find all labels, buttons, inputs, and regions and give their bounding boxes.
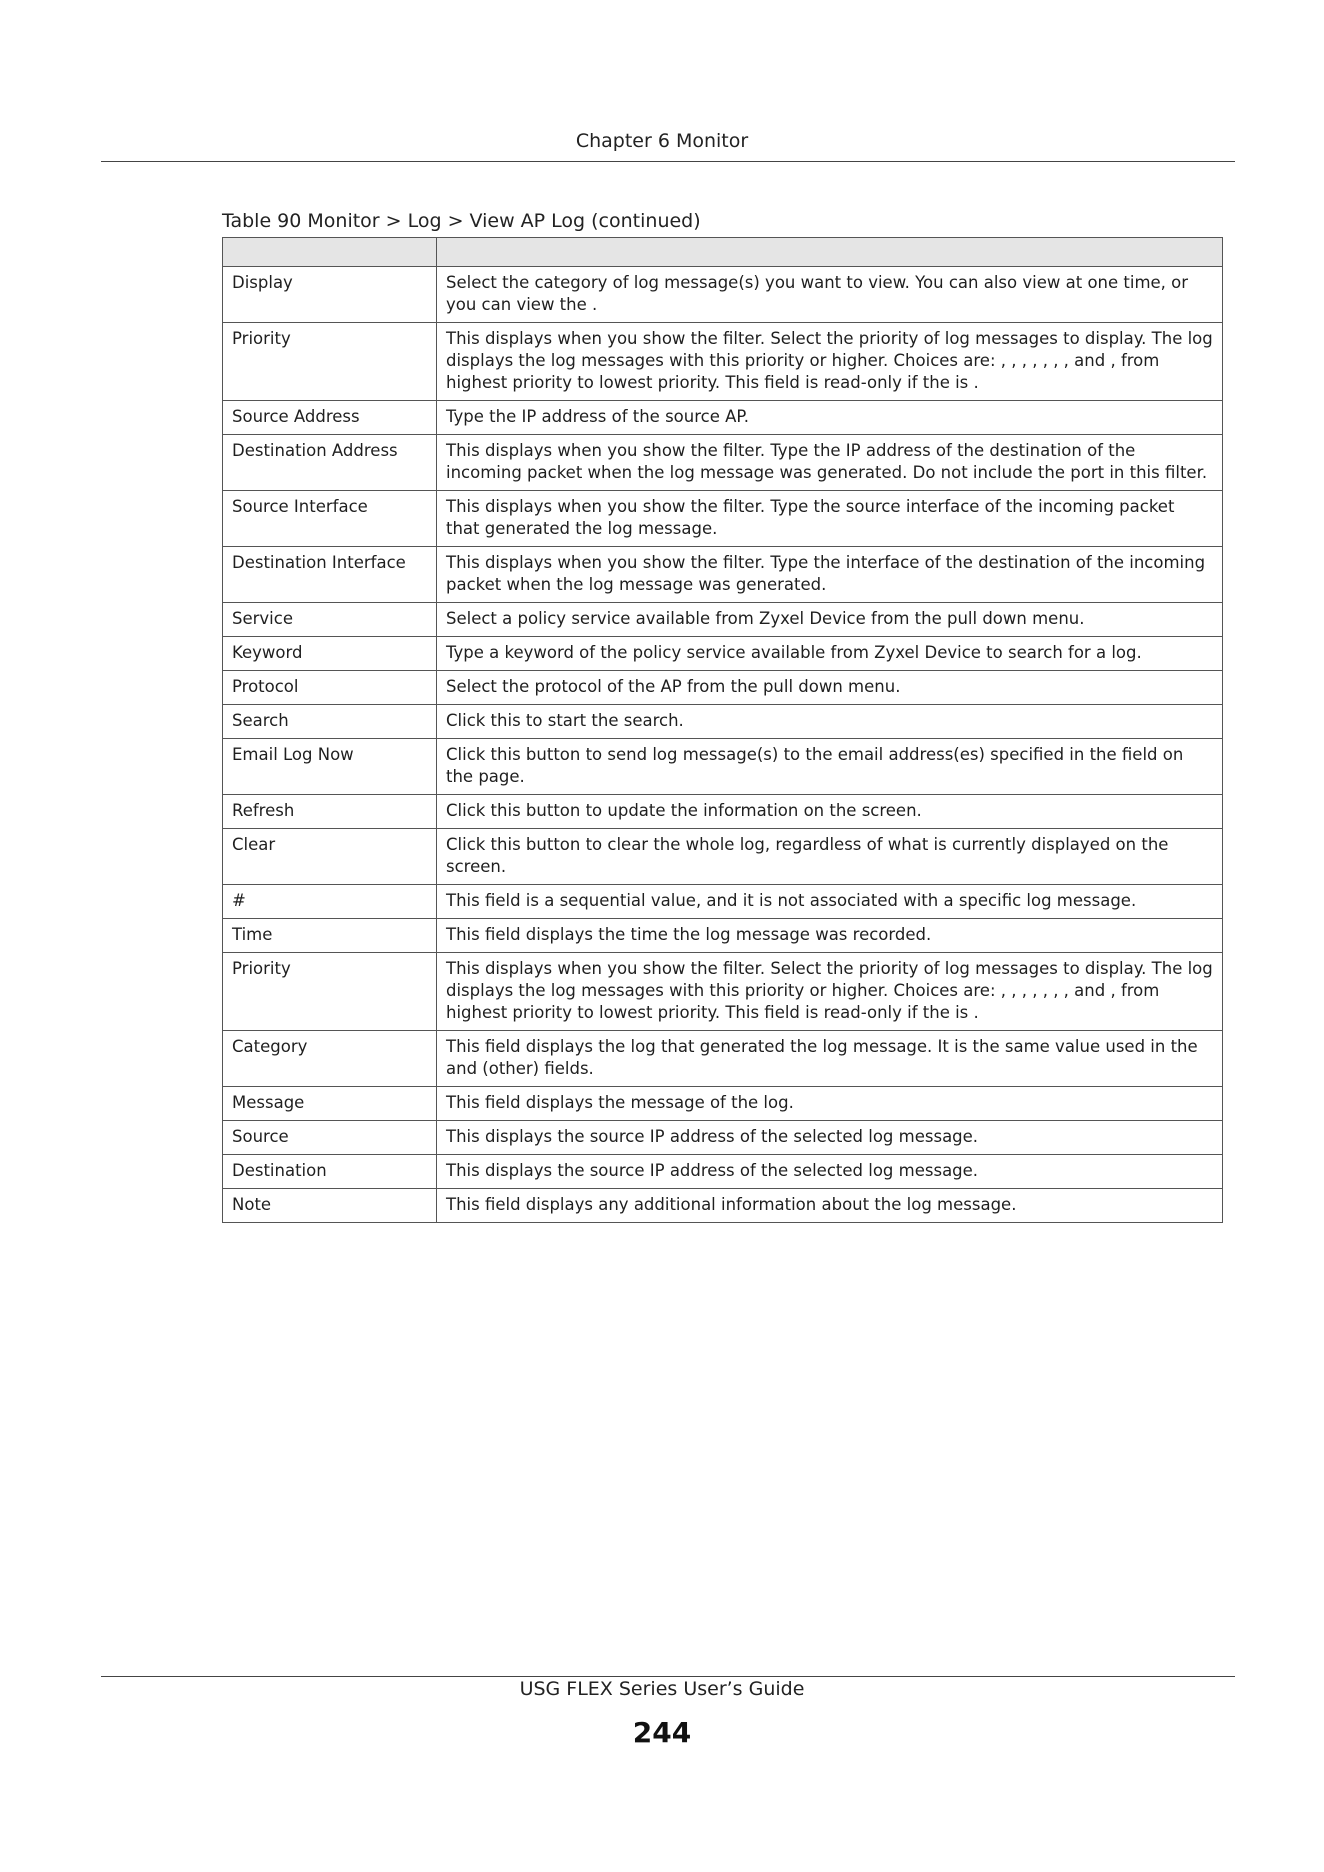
table-row	[223, 705, 1223, 739]
row-description: This field displays any additional information about the log message.	[437, 1189, 1223, 1223]
row-label: #	[223, 885, 437, 919]
header-rule	[101, 161, 1235, 162]
table-row	[223, 1189, 1223, 1223]
row-label: Source Address	[223, 401, 437, 435]
row-label: Destination Address	[223, 435, 437, 491]
table-row	[223, 829, 1223, 885]
row-label: Priority	[223, 323, 437, 401]
chapter-header: Chapter 6 Monitor	[575, 130, 749, 152]
row-description: Select the category of log message(s) you want to view. You can also view at one time, or you can view the .	[437, 267, 1223, 323]
table-row	[223, 603, 1223, 637]
row-label: Keyword	[223, 637, 437, 671]
table-row	[223, 1121, 1223, 1155]
row-description: Click this to start the search.	[437, 705, 1223, 739]
table-row	[223, 637, 1223, 671]
row-label: Priority	[223, 953, 437, 1031]
row-label: Refresh	[223, 795, 437, 829]
table-header-row	[223, 238, 1223, 267]
row-description: Select a policy service available from Zyxel Device from the pull down menu.	[437, 603, 1223, 637]
row-description: This displays when you show the filter. Type the source interface of the incoming packet that generated the log message.	[437, 491, 1223, 547]
table-row	[223, 885, 1223, 919]
row-description: This field displays the log that generated the log message. It is the same value used in the and (other) fields.	[437, 1031, 1223, 1087]
row-label: Time	[223, 919, 437, 953]
row-description: Click this button to update the information on the screen.	[437, 795, 1223, 829]
row-label: Protocol	[223, 671, 437, 705]
row-label: Search	[223, 705, 437, 739]
table-row	[223, 953, 1223, 1031]
table-row	[223, 1155, 1223, 1189]
row-description: This displays the source IP address of the selected log message.	[437, 1155, 1223, 1189]
row-description: This displays when you show the filter. Type the IP address of the destination of the incoming packet when the log message was generated. Do not include the port in this filter.	[437, 435, 1223, 491]
table-row	[223, 547, 1223, 603]
table-row	[223, 491, 1223, 547]
table-row	[223, 435, 1223, 491]
row-description: Type the IP address of the source AP.	[437, 401, 1223, 435]
log-fields-table	[222, 237, 1223, 1223]
row-label: Destination	[223, 1155, 437, 1189]
row-description: This field is a sequential value, and it is not associated with a specific log message.	[437, 885, 1223, 919]
table-row	[223, 919, 1223, 953]
table-row	[223, 671, 1223, 705]
row-description: Type a keyword of the policy service available from Zyxel Device to search for a log.	[437, 637, 1223, 671]
row-label: Service	[223, 603, 437, 637]
row-description: This field displays the time the log message was recorded.	[437, 919, 1223, 953]
header-cell-description	[437, 238, 1223, 267]
row-label: Source Interface	[223, 491, 437, 547]
row-description: This displays the source IP address of the selected log message.	[437, 1121, 1223, 1155]
row-description: This displays when you show the filter. Select the priority of log messages to display. The log displays the log messages with this priority or higher. Choices are: , , , , , , , and , from highest priority to lowest priority. This field is read-only if the is .	[437, 323, 1223, 401]
row-label: Note	[223, 1189, 437, 1223]
table-row	[223, 267, 1223, 323]
field-description-table	[222, 237, 1223, 1223]
table-row	[223, 323, 1223, 401]
row-description: Click this button to send log message(s) to the email address(es) specified in the field on the page.	[437, 739, 1223, 795]
footer-rule	[101, 1676, 1235, 1677]
row-description: This displays when you show the filter. Select the priority of log messages to display. The log displays the log messages with this priority or higher. Choices are: , , , , , , , and , from highest priority to lowest priority. This field is read-only if the is .	[437, 953, 1223, 1031]
table-row	[223, 739, 1223, 795]
row-label: Clear	[223, 829, 437, 885]
row-label: Message	[223, 1087, 437, 1121]
table-row	[223, 795, 1223, 829]
guide-title: USG FLEX Series User’s Guide	[519, 1678, 805, 1700]
table-caption: Table 90 Monitor > Log > View AP Log (continued)	[222, 210, 701, 232]
table-row	[223, 1031, 1223, 1087]
row-label: Display	[223, 267, 437, 323]
row-description: This field displays the message of the log.	[437, 1087, 1223, 1121]
row-label: Email Log Now	[223, 739, 437, 795]
header-cell-label	[223, 238, 437, 267]
row-description: Click this button to clear the whole log, regardless of what is currently displayed on the screen.	[437, 829, 1223, 885]
row-label: Source	[223, 1121, 437, 1155]
row-description: This displays when you show the filter. Type the interface of the destination of the incoming packet when the log message was generated.	[437, 547, 1223, 603]
row-label: Destination Interface	[223, 547, 437, 603]
row-description: Select the protocol of the AP from the pull down menu.	[437, 671, 1223, 705]
page-number: 244	[632, 1716, 692, 1749]
table-row	[223, 1087, 1223, 1121]
row-label: Category	[223, 1031, 437, 1087]
table-row	[223, 401, 1223, 435]
